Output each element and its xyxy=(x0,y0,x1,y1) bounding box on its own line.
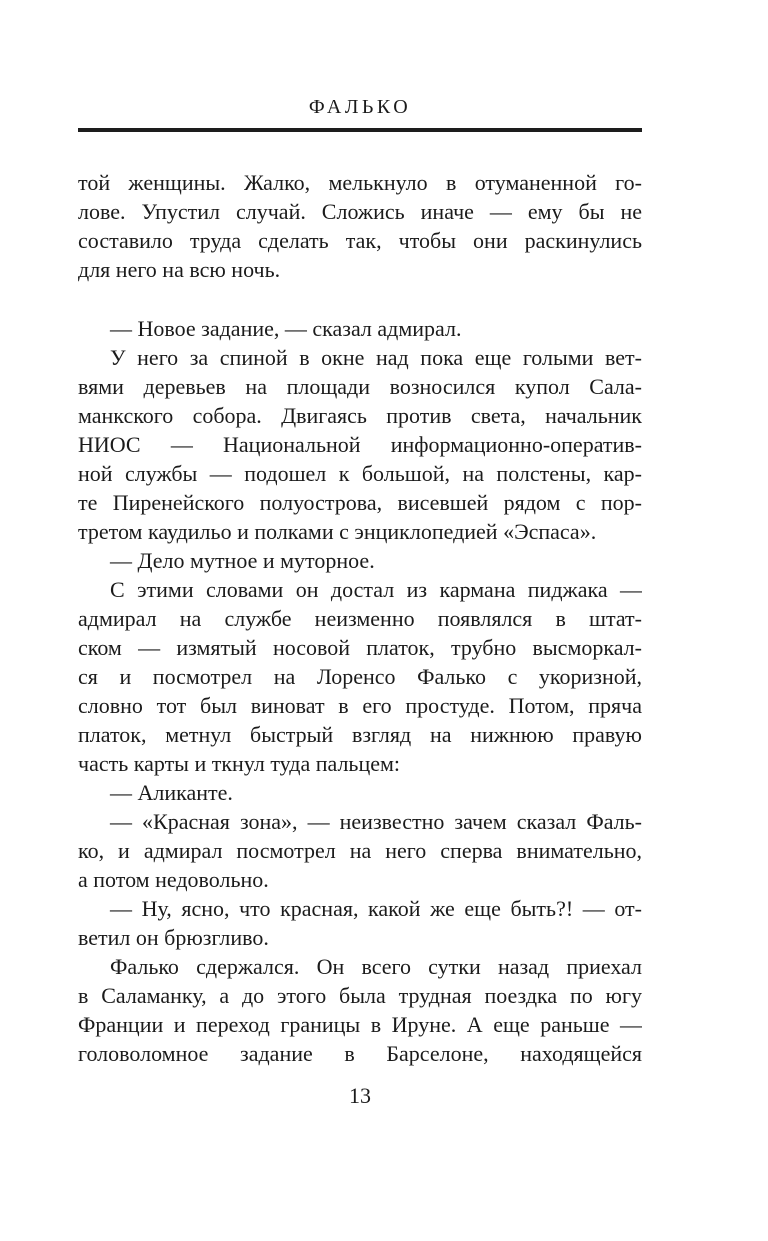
paragraph xyxy=(78,778,642,807)
paragraph xyxy=(78,952,642,1068)
paragraph xyxy=(78,314,642,343)
text-line: — Аликанте. xyxy=(110,779,233,805)
text-line: Фалько сдержался. Он всего сутки назад приехал xyxy=(110,953,642,979)
text-line: НИОС — Национальной информационно-оператив- xyxy=(78,431,642,457)
text-line: — Дело мутное и муторное. xyxy=(110,547,375,573)
text-line: словно тот был виноват в его простуде. Потом, пряча xyxy=(78,692,642,718)
header-rule xyxy=(78,128,642,132)
paragraph xyxy=(78,343,642,546)
text-line: ся и посмотрел на Лоренсо Фалько с укоризной, xyxy=(78,663,642,689)
text-line: в Саламанку, а до этого была трудная поездка по югу xyxy=(78,982,642,1008)
text-line: составило труда сделать так, чтобы они раскинулись xyxy=(78,227,642,253)
paragraph xyxy=(78,168,642,284)
text-line: — «Красная зона», — неизвестно зачем сказал Фаль- xyxy=(110,808,642,834)
text-line: ветил он брюзгливо. xyxy=(78,924,269,950)
paragraph xyxy=(78,546,642,575)
text-line: головоломное задание в Барселоне, находящейся xyxy=(78,1040,642,1066)
text-line: — Новое задание, — сказал адмирал. xyxy=(110,315,462,341)
text-line: манкского собора. Двигаясь против света, начальник xyxy=(78,402,642,428)
page-number: 13 xyxy=(349,1083,371,1108)
text-line: Франции и переход границы в Ируне. А еще раньше — xyxy=(78,1011,642,1037)
text-line: платок, метнул быстрый взгляд на нижнюю правую xyxy=(78,721,642,747)
paragraph xyxy=(78,894,642,952)
text-line: той женщины. Жалко, мелькнуло в отуманенной го- xyxy=(78,169,642,195)
text-line: ко, и адмирал посмотрел на него сперва внимательно, xyxy=(78,837,642,863)
text-line: для него на всю ночь. xyxy=(78,256,281,282)
text-line: У него за спиной в окне над пока еще голыми вет- xyxy=(110,344,642,370)
paragraph xyxy=(78,575,642,778)
text-line: а потом недовольно. xyxy=(78,866,269,892)
paragraph xyxy=(78,807,642,894)
text-line: ной службы — подошел к большой, на полстены, кар- xyxy=(78,460,642,486)
text-line: — Ну, ясно, что красная, какой же еще быть?! — от- xyxy=(110,895,642,921)
text-line: вями деревьев на площади возносился купол Сала- xyxy=(78,373,642,399)
text-column xyxy=(78,0,642,1068)
text-line: ском — измятый носовой платок, трубно высморкал- xyxy=(78,634,642,660)
text-line: С этими словами он достал из кармана пиджака — xyxy=(110,576,642,602)
running-header: ФАЛЬКО xyxy=(308,96,412,118)
text-block xyxy=(78,168,642,1068)
text-line: те Пиренейского полуострова, висевшей рядом с пор- xyxy=(78,489,642,515)
text-line: третом каудильо и полками с энциклопедией «Эспаса». xyxy=(78,518,597,544)
text-line: лове. Упустил случай. Сложись иначе — ему бы не xyxy=(78,198,642,224)
text-line: часть карты и ткнул туда пальцем: xyxy=(78,750,401,776)
text-line: адмирал на службе неизменно появлялся в штат- xyxy=(78,605,642,631)
